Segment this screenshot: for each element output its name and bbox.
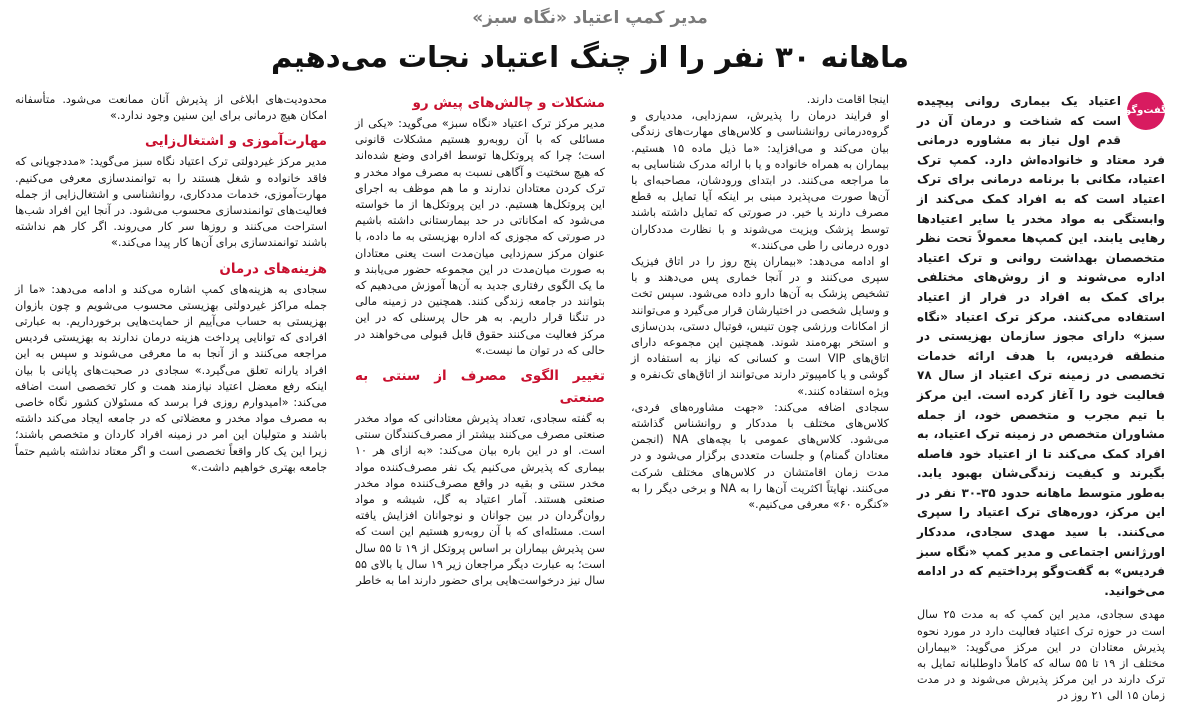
interview-badge: گفت‌وگو [1127, 92, 1165, 130]
paragraph: مدیر مرکز غیردولتی ترک اعتیاد نگاه سبز می‌گوید: «مددجویانی که فاقد خانواده و شغل هستند را به توانمندسازی معرفی می‌کنیم. مهارت‌آموزی، خدمات مددکاری، روانشناسی و اشتغال‌زایی از جمله فعالیت‌های توانمندسازی محسوب می‌شود. در آنجا این افراد شب‌ها استراحت می‌کنند و روزها سر کار می‌روند. اگر کار هم نداشته باشند توانمندسازی برای آن‌ها کار پیدا می‌کند.» [15, 155, 327, 250]
kicker: مدیر کمپ اعتیاد «نگاه سبز» [472, 8, 708, 28]
column-1 [917, 92, 1167, 703]
paragraph: محدودیت‌های ابلاغی از پذیرش آنان ممانعت می‌شود. متأسفانه امکان هیچ درمانی برای این سنین وجود ندارد.» [15, 93, 327, 123]
paragraph: سجادی اضافه می‌کند: «جهت مشاوره‌های فردی، کلاس‌های مختلف با مددکار و روانشناس گذاشته می‌شود. کلاس‌های عمومی با بچه‌های NA (انجمن معتادان گمنام) و جلسات متعددی برگزار می‌شود و در مدت زمان اقامتشان در کلاس‌های مختلف شرکت می‌کنند. نهایتاً اکثریت آن‌ها را به NA و برخی دیگر را به «کنگره ۶۰» معرفی می‌کنیم.» [631, 400, 890, 512]
paragraph: مدیر مرکز ترک اعتیاد «نگاه سبز» می‌گوید: «یکی از مسائلی که با آن روبه‌رو هستیم مشکلات قانونی است؛ چرا که پروتکل‌ها توسط افرادی وضع شده‌اند که هیچ سختیت و آگاهی نسبت به مصرف مواد مخدر و ترک کردن معتادان ندارند و ما هم موظف به اجرای این پروتکل‌ها هستیم. در این پروتکل‌ها از ما خواسته می‌شود که امکاناتی در حد بیمارستانی داشته باشیم در صورتی که مجوزی که اداره بهزیستی به ما داده، با عنوان مرکز سم‌زدایی میان‌مدت است یعنی معتادان به صورت میان‌مدت در این مجموعه حضور می‌یابند و ما یک الگوی رفتاری جدید به آن‌ها آموزش می‌دهیم که بتوانند در جامعه زندگی کنند. همچنین در زمینه مالی در تنگنا قرار داریم. به هر حال پرسنلی که در این مرکز فعالیت می‌کنند حقوق قابل قبولی می‌خواهند در حالی که در توان ما نیست.» [355, 117, 605, 357]
paragraph: اینجا اقامت دارند. [806, 93, 889, 106]
section-heading: هزینه‌های درمان [219, 260, 327, 277]
column-4 [15, 92, 327, 624]
paragraph: به گفته سجادی، تعداد پذیرش معتادانی که مواد مخدر صنعتی مصرف می‌کنند بیشتر از مصرف‌کنندگان سنتی است. او در این باره بیان می‌کند: «به ازای هر ۱۰ بیماری که پذیرش می‌کنیم یک نفر مصرف‌کننده مواد مخدر سنتی و بقیه در واقع مصرف‌کننده مواد مخدر صنعتی هستند. آمار اعتیاد به گل، شیشه و مواد روان‌گردان در بین جوانان و نوجوانان افزایش یافته است. مسئله‌ای که با آن روبه‌رو هستیم این است که سن پذیرش بیماران بر اساس پروتکل از ۱۹ تا ۵۵ سال است؛ به عبارت دیگر مراجعان زیر ۱۹ سال یا بالای ۵۵ سال نیز درخواست‌هایی برای حضور دارند اما به خاطر [355, 412, 606, 588]
paragraph: او ادامه می‌دهد: «بیماران پنج روز را در اتاق فیزیک سپری می‌کنند و در آنجا خماری پس می‌دهند و با تشخیص پزشک به آن‌ها دارو داده می‌شود. سپس تخت و وسایل شخصی در اختیارشان قرار می‌گیرد و می‌توانند از امکانات ورزشی چون تنیس، فوتبال دستی، بدن‌سازی و استخر بهره‌مند شوند. همچنین این مجموعه دارای اتاق‌های VIP است و کسانی که نیاز به استفاده از گوشی و یا کامپیوتر دارند می‌توانند از اتاق‌های تک‌نفره و ویژه استفاده کنند.» [631, 255, 889, 398]
headline: ماهانه ۳۰ نفر را از چنگ اعتیاد نجات می‌دهیم [271, 40, 909, 74]
paragraph: مهدی سجادی، مدیر این کمپ که به مدت ۲۵ سال است در حوزه ترک اعتیاد فعالیت دارد در مورد نحوه پذیرش معتادان در این مرکز می‌گوید: «بیماران مختلف از ۱۹ تا ۵۵ ساله که کاملاً داوطلبانه تمایل به ترک دارند در این مرکز پذیرش می‌شوند و در مدت زمان ۱۵ الی ۲۱ روز در [917, 608, 1165, 703]
section-heading: مهارت‌آموزی و اشتغال‌زایی [144, 133, 327, 150]
section-heading: مشکلات و چالش‌های پیش رو [412, 95, 605, 111]
lead-paragraph: اعتیاد یک بیماری روانی پیچیده است که شناخت و درمان آن در قدم اول نیاز به مشاوره درمانی فرد معتاد و خانواده‌اش دارد. کمپ ترک اعتیاد، مکانی با برنامه درمانی برای ترک اعتیاد است که به افراد کمک می‌کند از وابستگی به مواد مخدر یا سایر اعتیادها رهایی یابند. این کمپ‌ها معمولاً تحت نظر متخصصان بهداشت روانی و ترک اعتیاد اداره می‌شوند و از روش‌های مختلفی برای کمک به افراد در فرار از اعتیاد استفاده می‌کنند. مرکز ترک اعتیاد «نگاه سبز» دارای مجوز سازمان بهزیستی در منطقه فردیس، با هدف ارائه خدمات تخصصی در زمینه ترک اعتیاد از سال ۷۸ فعالیت خود را آغاز کرده است. این مرکز با تیم مجرب و متخصص خود، از جمله مشاوران متخصص در زمینه ترک اعتیاد، به افراد کمک می‌کند تا از اعتیاد خود فاصله بگیرند و کیفیت زندگی‌شان بهبود یابد. به‌طور متوسط ماهانه حدود ۳۵-۳۰ نفر در این مرکز، دوره‌های ترک اعتیاد را سپری می‌کنند. با سید مهدی سجادی، مددکار اورژانس اجتماعی و مدیر کمپ «نگاه سبز فردیس» به گفت‌وگو پرداختیم که در ادامه می‌خوانید. [917, 94, 1165, 598]
section-heading: تغییر الگوی مصرف از سنتی به صنعتی [355, 368, 605, 407]
column-2 [631, 92, 889, 624]
paragraph: او فرایند درمان را پذیرش، سم‌زدایی، مددیاری و گروه‌درمانی روانشناسی و کلاس‌های مهارت‌های زندگی بیان می‌کند و می‌افزاید: «ما ذیل ماده ۱۵ هستیم. بیماران به همراه خانواده و یا با ارائه مدرک شناسایی به ما مراجعه می‌کنند. در ابتدای ورودشان، مصاحبه‌ای با آن‌ها صورت می‌پذیرد مبنی بر اینکه آیا تمایل به قطع مصرف دارند یا خیر. در صورتی که تمایل داشته باشند توسط پزشک ویزیت می‌شوند و با نظارت مددکاران دوره درمانی را طی می‌کنند.» [631, 109, 889, 252]
column-3 [355, 92, 605, 624]
paragraph: سجادی به هزینه‌های کمپ اشاره می‌کند و ادامه می‌دهد: «ما از جمله مراکز غیردولتی بهزیستی محسوب می‌شویم و چون بازوان بهزیستی به حساب می‌آییم از حمایت‌هایی برخورداریم. به عبارتی افرادی که توانایی پرداخت هزینه درمان ندارند به بهزیستی فردیس مراجعه می‌کنند و از آنجا به ما معرفی می‌شوند و سپس به این افراد یارانه تعلق می‌گیرد.» سجادی در صحبت‌های پایانی با بیان اینکه رفع معضل اعتیاد نیازمند همت و کار تخصصی است اضافه می‌کند: «امیدوارم روزی فرا برسد که مسئولان کشور نگاه خاصی به مصرف مواد مخدر و معضلاتی که در جامعه ایجاد می‌کند داشته باشند و متولیان این امر در زمینه افراد کاردان و متخصص باشند؛ زیرا این یک کار واقعاً تخصصی است و اگر معتاد نداشته باشیم حتماً جامعه بهتری خواهیم داشت.» [15, 282, 327, 474]
